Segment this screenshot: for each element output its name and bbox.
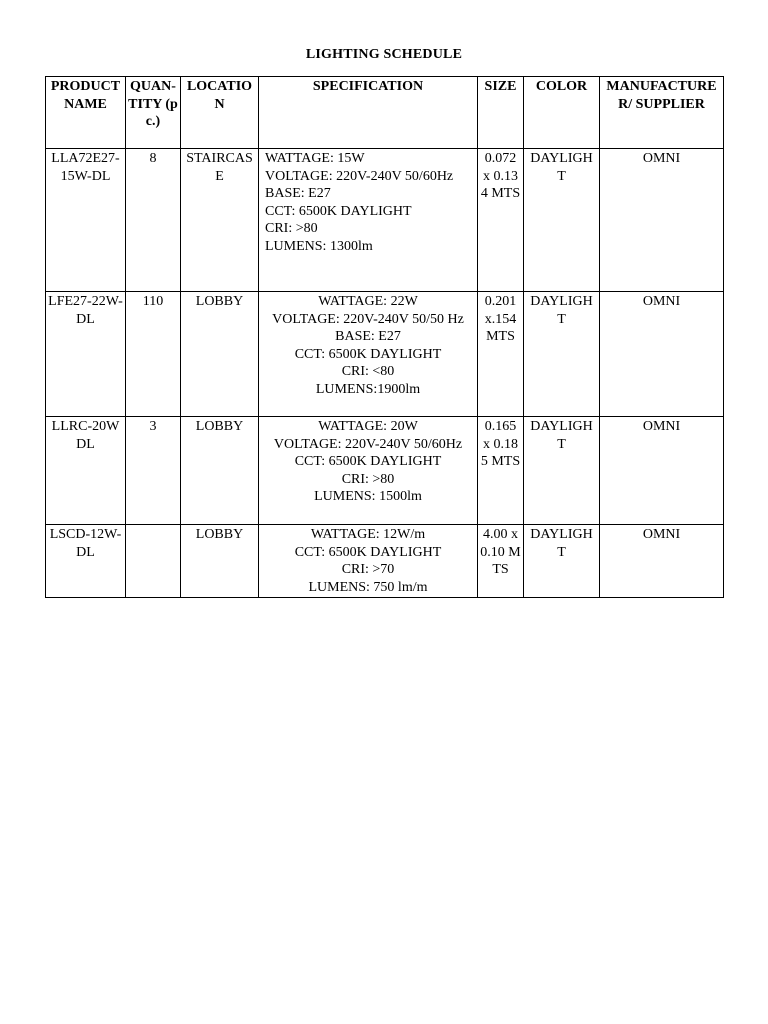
header-specification: SPECIFICATION [259, 77, 478, 149]
cell-quantity [126, 525, 181, 598]
spec-line: VOLTAGE: 220V-240V 50/60Hz [273, 436, 463, 452]
table-row [46, 417, 724, 525]
cell-specification [259, 525, 478, 598]
cell-manufacturer: OMNI [600, 149, 724, 292]
cell-manufacturer: OMNI [600, 525, 724, 598]
spec-line: WATTAGE: 20W [318, 419, 418, 434]
cell-location: STAIRCASE [181, 149, 259, 292]
cell-color: DAYLIGHT [524, 525, 600, 598]
spec-line: CRI: >80 [341, 471, 395, 487]
spec-line: CCT: 6500K DAYLIGHT [294, 544, 442, 560]
cell-specification [259, 417, 478, 525]
spec-line: LUMENS: 1500lm [314, 489, 422, 504]
header-manufacturer: MANUFACTURER/ SUPPLIER [600, 77, 724, 149]
header-quantity: QUAN-TITY (pc.) [126, 77, 181, 149]
cell-quantity: 3 [126, 417, 181, 525]
spec-line: CRI: >80 [265, 221, 318, 236]
spec-line: CRI: <80 [341, 364, 395, 379]
cell-product-name: LFE27-22W-DL [46, 292, 126, 417]
spec-line: CCT: 6500K DAYLIGHT [294, 454, 442, 469]
header-location: LOCATION [181, 77, 259, 149]
cell-quantity: 8 [126, 149, 181, 292]
cell-color: DAYLIGHT [524, 149, 600, 292]
cell-size: 0.072 x 0.134 MTS [478, 149, 524, 292]
cell-product-name: LSCD-12W-DL [46, 525, 126, 598]
cell-location: LOBBY [181, 292, 259, 417]
spec-line: LUMENS:1900lm [315, 381, 421, 397]
table-row [46, 525, 724, 598]
table-header-row [46, 77, 724, 149]
header-product-name: PRODUCT NAME [46, 77, 126, 149]
cell-quantity: 110 [126, 292, 181, 417]
document-title: LIGHTING SCHEDULE [305, 47, 463, 62]
table-row [46, 292, 724, 417]
cell-specification [259, 149, 478, 292]
spec-line: BASE: E27 [335, 329, 401, 344]
header-size: SIZE [478, 77, 524, 149]
cell-size: 0.201 x.154 MTS [478, 292, 524, 417]
spec-line: CCT: 6500K DAYLIGHT [294, 346, 442, 362]
spec-line: WATTAGE: 22W [318, 294, 418, 309]
cell-location: LOBBY [181, 525, 259, 598]
spec-line: WATTAGE: 12W/m [310, 527, 426, 542]
spec-line: CRI: >70 [341, 562, 395, 577]
cell-manufacturer: OMNI [600, 292, 724, 417]
cell-size: 4.00 x 0.10 MTS [478, 525, 524, 598]
lighting-schedule-table [45, 76, 724, 598]
spec-line: LUMENS: 750 lm/m [308, 579, 428, 595]
cell-color: DAYLIGHT [524, 292, 600, 417]
cell-product-name: LLRC-20WDL [46, 417, 126, 525]
spec-line: LUMENS: 1300lm [265, 238, 373, 254]
cell-manufacturer: OMNI [600, 417, 724, 525]
spec-line: CCT: 6500K DAYLIGHT [265, 203, 412, 219]
cell-product-name: LLA72E27-15W-DL [46, 149, 126, 292]
cell-size: 0.165 x 0.185 MTS [478, 417, 524, 525]
table-row [46, 149, 724, 292]
cell-specification [259, 292, 478, 417]
cell-location: LOBBY [181, 417, 259, 525]
spec-line: VOLTAGE: 220V-240V 50/60Hz [265, 168, 454, 184]
spec-line: BASE: E27 [265, 186, 331, 201]
spec-line: VOLTAGE: 220V-240V 50/50 Hz [272, 311, 464, 327]
spec-line: WATTAGE: 15W [265, 151, 365, 166]
header-color: COLOR [524, 77, 600, 149]
cell-color: DAYLIGHT [524, 417, 600, 525]
